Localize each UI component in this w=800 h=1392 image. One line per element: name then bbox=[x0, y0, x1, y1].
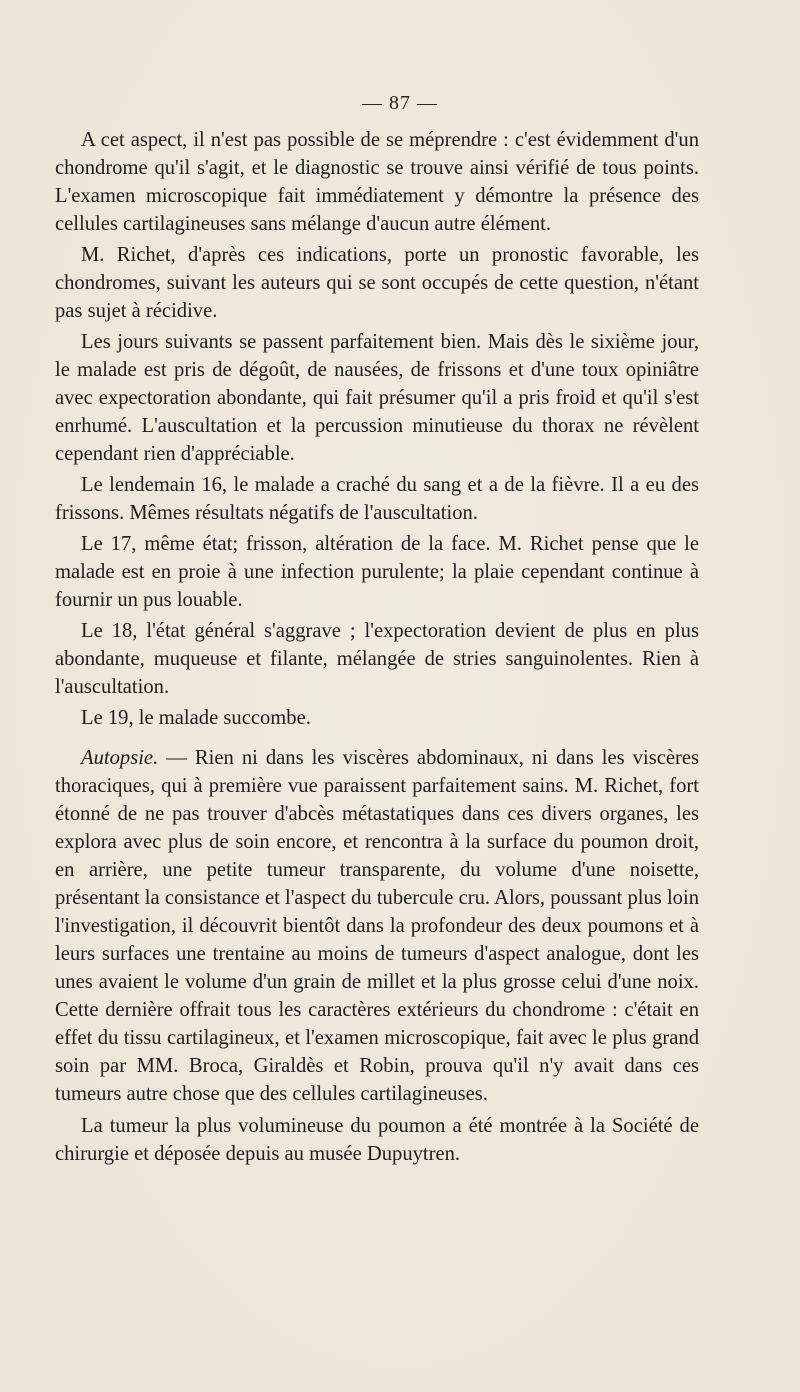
paragraph-closing: La tumeur la plus volumineuse du poumon a été montrée à la Société de chirurgie et déposée depuis au musée Dupuytren. bbox=[55, 1115, 699, 1165]
paragraph-day-19: Le 19, le malade succombe. bbox=[81, 707, 311, 729]
autopsy-text: — Rien ni dans les viscères abdominaux, ni dans les viscères thoraciques, qui à première vue paraissent parfaitement sains. M. Richet, fort étonné de ne pas trouver d'abcès métastatiques dans ces divers organes, les explora avec plus de soin encore, et rencontra à la surface du poumon droit, en arrière, une petite tumeur transparente, du volume d'une noisette, présentant la consistance et l'aspect du tubercule cru. Alors, poussant plus loin l'investigation, il découvrit bientôt dans la profondeur des deux poumons et à leurs surfaces une trentaine au moins de tumeurs d'aspect analogue, dont les unes avaient le volume d'un grain de millet et la plus grosse celui d'une noix. Cette dernière offrait tous les caractères extérieurs du chondrome : c'était en effet du tissu cartilagineux, et l'examen microscopique, fait avec le plus grand soin par MM. Broca, Giraldès et Robin, prouva qu'il n'y avait dans ces tumeurs autre chose que des cellules cartilagineuses. bbox=[55, 747, 699, 1105]
paragraph-autopsy bbox=[55, 744, 699, 1108]
body-text bbox=[55, 126, 699, 1171]
autopsy-heading: Autopsie. bbox=[81, 747, 159, 769]
paragraph-day-17: Le 17, même état; frisson, altération de la face. M. Richet pense que le malade est en proie à une infection purulente; la plaie cependant continue à fournir un pus louable. bbox=[55, 533, 699, 611]
paragraph-day-16: Le lendemain 16, le malade a craché du sang et a de la fièvre. Il a eu des frissons. Mêmes résultats négatifs de l'auscultation. bbox=[55, 474, 699, 524]
page-number: — 87 — bbox=[362, 92, 438, 114]
paragraph-day-18: Le 18, l'état général s'aggrave ; l'expectoration devient de plus en plus abondante, muqueuse et filante, mélangée de stries sanguinolentes. Rien à l'auscultation. bbox=[55, 620, 699, 698]
paragraph-following-days: Les jours suivants se passent parfaitement bien. Mais dès le sixième jour, le malade est pris de dégoût, de nausées, de frissons et d'une toux opiniâtre avec expectoration abondante, qui fait présumer qu'il a pris froid et qu'il s'est enrhumé. L'auscultation et la percussion minutieuse du thorax ne révèlent cependant rien d'appréciable. bbox=[55, 331, 699, 465]
paragraph-diagnosis: A cet aspect, il n'est pas possible de se méprendre : c'est évidemment d'un chondrome qu'il s'agit, et le diagnostic se trouve ainsi vérifié de tous points. L'examen microscopique fait immédiatement y démontre la présence des cellules cartilagineuses sans mélange d'aucun autre élément. bbox=[55, 129, 699, 235]
paragraph-prognosis: M. Richet, d'après ces indications, porte un pronostic favorable, les chondromes, suivant les auteurs qui se sont occupés de cette question, n'étant pas sujet à récidive. bbox=[55, 244, 699, 322]
